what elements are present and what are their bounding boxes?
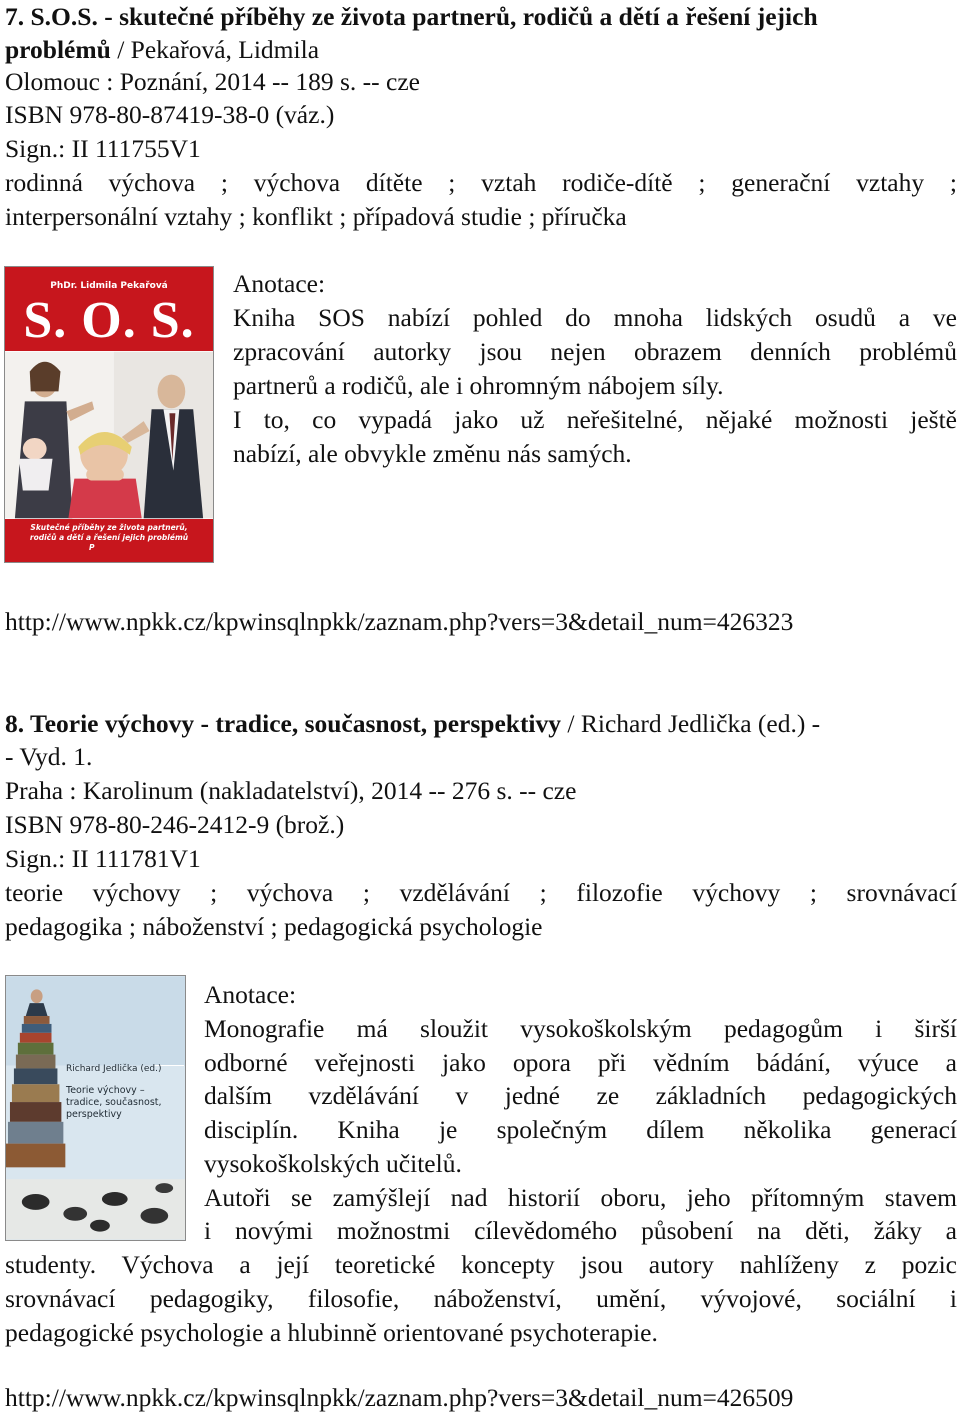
cover-subtitle-line-2: rodičů a dětí a řešení jejich problémů — [29, 533, 189, 542]
entry-8-annotation-line: pedagogické psychologie a hlubinně orientované psychoterapie. — [5, 1318, 658, 1347]
entry-8-annotation-line: srovnávací pedagogiky, filosofie, náboženství, umění, vývojové, sociální i — [5, 1284, 957, 1313]
entry-7-keywords-1: rodinná výchova ; výchova dítěte ; vztah rodiče-dítě ; generační vztahy ; — [5, 168, 957, 197]
book-cover-teorie-vychovy — [5, 975, 186, 1241]
entry-7-annotation-line: partnerů a rodičů, ale i ohromným nábojem síly. — [233, 371, 724, 400]
entry-8-url-link[interactable]: http://www.npkk.cz/kpwinsqlnpkk/zaznam.php?vers=3&detail_num=426509 — [5, 1383, 794, 1412]
entry-8-annotation-label: Anotace: — [204, 980, 297, 1009]
entry-8-edition: - Vyd. 1. — [5, 742, 93, 771]
cover-title-line-2: tradice, současnost, — [66, 1097, 162, 1108]
entry-8-annotation-line: odborné veřejnosti jako opora při vědním bádání, výuce a — [204, 1048, 957, 1077]
entry-7-annotation-line: Kniha SOS nabízí pohled do mnoha lidských osudů a ve — [233, 303, 957, 332]
entry-7-annotation-line: zpracování autorky jsou nejen obrazem denních problémů — [233, 337, 957, 366]
cover-subtitle — [9, 523, 209, 553]
entry-8-keywords-1: teorie výchovy ; výchova ; vzdělávání ; filozofie výchovy ; srovnávací — [5, 878, 957, 907]
entry-7-url-link[interactable]: http://www.npkk.cz/kpwinsqlnpkk/zaznam.php?vers=3&detail_num=426323 — [5, 607, 794, 636]
cover-title-line-1: Teorie výchovy – — [66, 1085, 145, 1096]
book-cover-sos — [4, 266, 214, 563]
entry-7-title-line-1 — [5, 0, 957, 34]
entry-8-annotation-line: dalším vzdělávání v jedné ze základních pedagogických — [204, 1081, 957, 1110]
cover-subtitle-line-1: Skutečné příběhy ze života partnerů, — [30, 523, 188, 532]
entry-7-annotation-line: nabízí, ale obvykle změnu nás samých. — [233, 439, 632, 468]
entry-8-annotation-line: Autoři se zamýšlejí nad historií oboru, jeho přítomným stavem — [204, 1183, 957, 1212]
entry-8-signature: Sign.: II 111781V1 — [5, 844, 201, 873]
entry-8-isbn: ISBN 978-80-246-2412-9 (brož.) — [5, 810, 345, 839]
entry-8-annotation-line: studenty. Výchova a její teoretické koncepty jsou autory nahlíženy z pozic — [5, 1250, 957, 1279]
entry-7-title-cont: problémů — [5, 35, 111, 64]
entry-8-annotation-line: disciplín. Kniha je společným dílem několika generací — [204, 1115, 957, 1144]
cover-title-line-3: perspektivy — [66, 1109, 122, 1120]
entry-7-annotation-line: I to, co vypadá jako už neřešitelné, nějaké možnosti ještě — [233, 405, 957, 434]
entry-8-title-line-1 — [5, 707, 957, 741]
entry-8-annotation-line: vysokoškolských učitelů. — [204, 1149, 462, 1178]
entry-7-annotation-label: Anotace: — [233, 269, 326, 298]
cover-publisher-mark: P — [89, 543, 95, 552]
entry-8-annotation-line: i novými možnostmi cílevědomého působení na děti, žáky a — [204, 1216, 957, 1245]
entry-8-author: / Richard Jedlička (ed.) - — [561, 709, 821, 738]
entry-7-publisher: Olomouc : Poznání, 2014 -- 189 s. -- cze — [5, 67, 420, 96]
entry-7-isbn: ISBN 978-80-87419-38-0 (váz.) — [5, 100, 335, 129]
entry-8-title: 8. Teorie výchovy - tradice, současnost, perspektivy — [5, 709, 562, 738]
entry-8-keywords-2: pedagogika ; náboženství ; pedagogická psychologie — [5, 912, 543, 941]
entry-7-signature: Sign.: II 111755V1 — [5, 134, 201, 163]
entry-7-author: / Pekařová, Lidmila — [110, 35, 320, 64]
cover-title: S. O. S. — [23, 292, 195, 349]
cover-author: PhDr. Lidmila Pekařová — [50, 281, 168, 291]
entry-7-keywords-2: interpersonální vztahy ; konflikt ; případová studie ; příručka — [5, 202, 627, 231]
cover-author: Richard Jedlička (ed.) — [66, 1064, 162, 1074]
entry-8-publisher: Praha : Karolinum (nakladatelství), 2014 -- 276 s. -- cze — [5, 776, 577, 805]
entry-8-annotation-line: Monografie má sloužit vysokoškolským pedagogům i širší — [204, 1014, 957, 1043]
cover-title — [66, 1085, 186, 1121]
entry-7-title: 7. S.O.S. - skutečné příběhy ze života partnerů, rodičů a dětí a řešení jejich — [5, 2, 818, 31]
entry-7-title-line-2 — [5, 33, 957, 67]
cover-family-photo — [5, 351, 213, 519]
